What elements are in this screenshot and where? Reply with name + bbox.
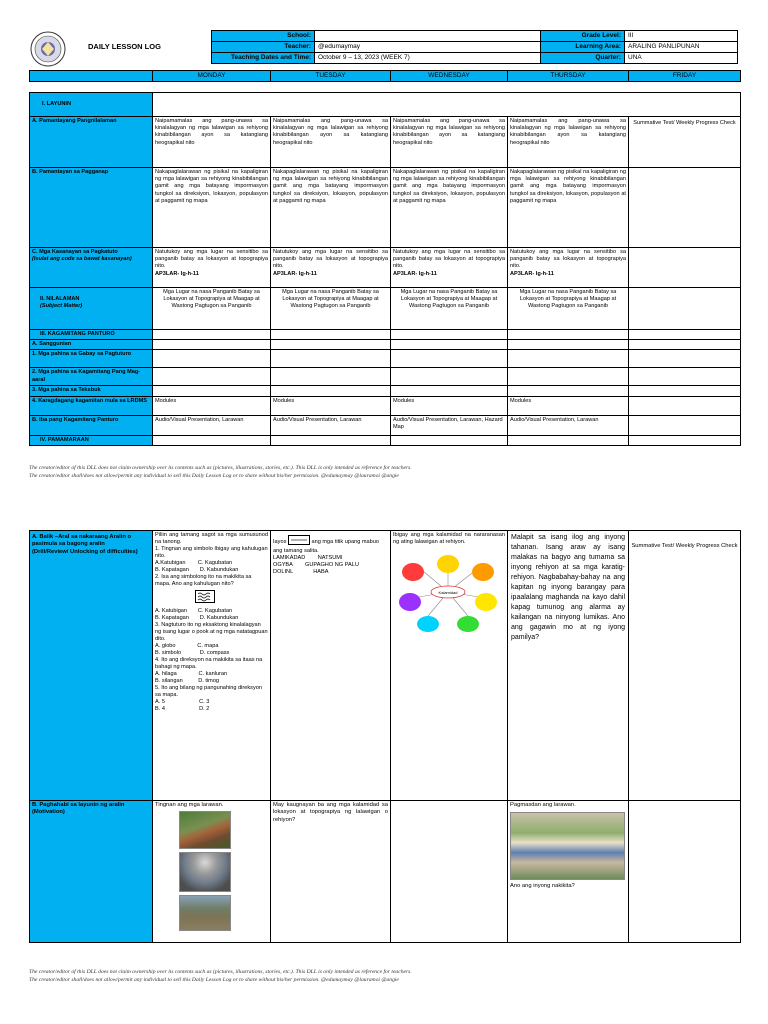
pamantayang-thu: Naipamamalas ang pang-unawa sa kinalalagyan ng mga lalawigan sa rehiyong kinabibilangan ayon sa katangiang heograpikal nito <box>508 117 629 168</box>
pamamaraan-thu <box>508 435 629 445</box>
pagganap-fri <box>629 168 741 248</box>
thu-b-text-2: Ano ang inyong nakikita? <box>510 883 575 890</box>
mon-b-text: Tingnan ang mga larawan. <box>155 802 224 808</box>
nilalaman-thu: Mga Lugar na nasa Panganib Batay sa Lokasyon at Topograpiya at Maagap at Wastong Pagtugon sa Panganib <box>508 288 629 330</box>
kagamitan-mag-fri <box>629 368 741 386</box>
mon-q4-options: A. hilaga C. kanluran B. silangan D. timog <box>155 671 228 684</box>
landslide-image <box>179 811 231 849</box>
balik-aral-label: A. Balik –Aral sa nakaraang Aralin o pasimula sa bagong aralin (Drill/Review/ Unlocking of difficulties) <box>30 531 153 801</box>
diagram-bubble-green <box>457 616 479 632</box>
balik-aral-mon <box>153 531 271 801</box>
school-label: School: <box>212 31 315 42</box>
tue-instruction <box>273 535 388 555</box>
tue-text-b: ang mga titik upang mabuo ang tamang salita. <box>273 538 379 554</box>
paghahabi-tue: May kaugnayan ba ang mga kalamidad sa lokasyon at topograpiya ng lalawigan o rehiyon? <box>271 801 391 943</box>
mon-q2: 2. Isa ang simbolong ito na makikita sa mapa. Ano ang kahulugan nito? <box>155 574 252 587</box>
pamamaraan-tue <box>271 435 391 445</box>
pagganap-wed: Nakapaglalarawan ng pisikal na kapaligiran ng mga lalawigan sa rehiyong kinabibilangan gamit ang mga batayang impormasyon tungkol sa direksiyon, lokasyon, populasyon at paggamit ng mapa <box>391 168 508 248</box>
dates-label: Teaching Dates and Time: <box>212 53 315 64</box>
diagram-bubble-orange <box>472 563 494 581</box>
day-thursday: THURSDAY <box>508 71 629 82</box>
day-tuesday: TUESDAY <box>271 71 391 82</box>
footer-line-1b: The creator/editor of this DLL does not claim ownership over its contents such as (pictures, illustrations, stories, etc.). This DLL is only intended as reference for teachers. <box>29 969 412 975</box>
day-friday: FRIDAY <box>629 71 741 82</box>
sanggunian-thu <box>508 340 629 350</box>
modules-fri <box>629 396 741 415</box>
teacher-value: @edumaymay <box>315 42 541 53</box>
nilalaman-label: II. NILALAMAN (Subject Matter) <box>30 288 153 330</box>
water-symbol-icon <box>195 590 268 606</box>
gabay-mon <box>153 350 271 368</box>
paghahabi-fri <box>629 801 741 943</box>
diagram-bubble-purple <box>399 593 421 611</box>
volcano-image <box>179 852 231 892</box>
mon-intro: Piliin ang tamang sagot sa mga sumusunod na tanong. <box>155 532 268 545</box>
teksbuk-tue <box>271 386 391 396</box>
teksbuk-mon <box>153 386 271 396</box>
iba-wed: Audio/Visual Presentation, Larawan, Hazard Map <box>391 415 508 435</box>
day-header <box>29 70 741 82</box>
teksbuk-label: 3. Mga pahina sa Teksbuk <box>30 386 153 396</box>
kagamitan-fri <box>629 330 741 340</box>
friday-summative-2: Summative Test/ Weekly Progress Check <box>629 531 741 801</box>
kasanayan-fri <box>629 248 741 288</box>
diagram-bubble-cyan <box>417 616 439 632</box>
thu-b-text-1: Pagmasdan ang larawan. <box>510 802 576 808</box>
kagamitan-label: III. KAGAMITANG PANTURO <box>30 330 153 340</box>
pamamaraan-mon <box>153 435 271 445</box>
mon-q3-options: A. globo C. mapa B. simbolo D. compass <box>155 643 230 656</box>
kasanayan-mon: Natutukoy ang mga lugar na sensitibo sa panganib batay sa lokasyon at topograpiya nito. AP3LAR- Ig-h-11 <box>153 248 271 288</box>
mon-q5-options: A. 5 C. 3 B. 4 D. 2 <box>155 699 210 712</box>
kagamitan-mag-mon <box>153 368 271 386</box>
teksbuk-fri <box>629 386 741 396</box>
deped-seal <box>30 31 66 67</box>
kagamitan-tue <box>271 330 391 340</box>
iba-thu: Audio/Visual Presentation, Larawan <box>508 415 629 435</box>
school-value <box>315 31 541 42</box>
kagamitan-thu <box>508 330 629 340</box>
pamantayang-label: A. Pamantayang Pangnilalaman <box>30 117 153 168</box>
nilalaman-tue: Mga Lugar na nasa Panganib Batay sa Lokasyon at Topograpiya at Maagap at Wastong Pagtugon sa Panganib <box>271 288 391 330</box>
lesson-grid <box>29 92 741 446</box>
flood-image <box>179 895 231 931</box>
paghahabi-wed <box>391 801 508 943</box>
grade-value: III <box>625 31 738 42</box>
tue-text-a: Iayos <box>273 538 287 545</box>
sanggunian-wed <box>391 340 508 350</box>
pamantayang-wed: Naipamamalas ang pang-unawa sa kinalalagyan ng mga lalawigan sa rehiyong kinabibilangan ayon sa katangiang heograpikal nito <box>391 117 508 168</box>
pagganap-thu: Nakapaglalarawan ng pisikal na kapaligiran ng mga lalawigan sa rehiyong kinabibilangan gamit ang mga batayang impormasyon tungkol sa direksiyon, lokasyon, populasyon at paggamit ng mapa <box>508 168 629 248</box>
iba-mon: Audio/Visual Presentation, Larawan <box>153 415 271 435</box>
tue-jumbled-words: LAMIKADAD NATSUMI OGYBA GUPAGHO NG PALU DOLINL HABA <box>273 555 359 575</box>
iba-fri <box>629 415 741 435</box>
mon-q5: 5. Ito ang bilang ng pangunahing direksyon sa mapa. <box>155 685 262 698</box>
scroll-symbol-icon <box>288 535 310 548</box>
grade-label: Grade Level: <box>541 31 625 42</box>
layunin-blank <box>153 93 741 117</box>
wed-text: Ibigay ang mga kalamidad na nararanasan ng ating lalawigan at rehiyon. <box>393 532 505 545</box>
day-wednesday: WEDNESDAY <box>391 71 508 82</box>
pamamaraan-label: IV. PAMAMARAAN <box>30 435 153 445</box>
mon-q1-options: A.Katubigan C. Kagubatan B. Kapatagan D. Kabundukan <box>155 560 239 573</box>
kasanayan-wed: Natutukoy ang mga lugar na sensitibo sa panganib batay sa lokasyon at topograpiya nito. AP3LAR- Ig-h-11 <box>391 248 508 288</box>
modules-thu: Modules <box>508 396 629 415</box>
paghahabi-label: B. Paghahabi sa layunin ng aralin (Motivation) <box>30 801 153 943</box>
diagram-bubble-yellow <box>437 555 459 573</box>
balik-aral-thu: Malapit sa isang ilog ang inyong tahanan. Isang araw ay isang malakas na bagyo ang tumama sa inyong rehiyon at sa mga karatig-rehiyon. Nagbabahay-bahay na ang kapitan ng inyong barangay para ipaalalang maghanda na kayo dahil kapag tumunog ang alarma ay kailangan na ninyong lumikas. Ano ang gagawin mo at ng iyong pamilya? <box>508 531 629 801</box>
kagamitan-mag-label: 2. Mga pahina sa Kagamitang Pang Mag-aaral <box>30 368 153 386</box>
pagganap-mon: Nakapaglalarawan ng pisikal na kapaligiran ng mga lalawigan sa rehiyong kinabibilangan gamit ang mga batayang impormasyon tungkol sa direksiyon, lokasyon, populasyon at paggamit ng mapa <box>153 168 271 248</box>
mon-q2-options: A. Katubigan C. Kagubatan B. Kapatagan D. Kabundukan <box>155 608 239 621</box>
footer-line-1: The creator/editor of this DLL does not claim ownership over its contents such as (pictures, illustrations, stories, etc.). This DLL is only intended as reference for teachers. <box>29 465 412 471</box>
page-title: DAILY LESSON LOG <box>88 42 161 51</box>
day-monday: MONDAY <box>153 71 271 82</box>
footer-disclaimer <box>29 465 749 480</box>
sanggunian-label: A. Sanggunian <box>30 340 153 350</box>
gabay-label: 1. Mga pahina sa Gabay sa Pagtuturo <box>30 350 153 368</box>
sanggunian-fri <box>629 340 741 350</box>
iba-label: B. Iba pang Kagamitang Panturo <box>30 415 153 435</box>
pamantayang-tue: Naipamamalas ang pang-unawa sa kinalalagyan ng mga lalawigan sa rehiyong kinabibilangan ayon sa katangiang heograpikal nito <box>271 117 391 168</box>
kagamitan-wed <box>391 330 508 340</box>
earthquake-drill-image <box>510 812 625 880</box>
paghahabi-thu <box>508 801 629 943</box>
kagamitan-mag-wed <box>391 368 508 386</box>
dates-value: October 9 – 13, 2023 (WEEK 7) <box>315 53 541 64</box>
karagdagang-label: 4. Karagdagang kagamitan mula sa LRDMS <box>30 396 153 415</box>
nilalaman-mon: Mga Lugar na nasa Panganib Batay sa Lokasyon at Topograpiya at Maagap at Wastong Pagtugon sa Panganib <box>153 288 271 330</box>
gabay-tue <box>271 350 391 368</box>
learning-area-label: Learning Area: <box>541 42 625 53</box>
pamamaraan-fri <box>629 435 741 445</box>
pamantayang-mon: Naipamamalas ang pang-unawa sa kinalalagyan ng mga lalawigan sa rehiyong kinabibilangan ayon sa katangiang heograpikal nito <box>153 117 271 168</box>
teacher-label: Teacher: <box>212 42 315 53</box>
mon-q1: 1. Tingnan ang simbolo Ibigay ang kahulugan nito. <box>155 546 268 559</box>
quarter-value: UNA <box>625 53 738 64</box>
gabay-thu <box>508 350 629 368</box>
kasanayan-thu: Natutukoy ang mga lugar na sensitibo sa panganib batay sa lokasyon at topograpiya nito. AP3LAR- Ig-h-11 <box>508 248 629 288</box>
pamamaraan-wed <box>391 435 508 445</box>
friday-summative: Summative Test/ Weekly Progress Check <box>629 117 741 168</box>
diagram-bubble-red <box>402 563 424 581</box>
mon-q4: 4. Ito ang direksyon na makikita sa itaas na bahagi ng mapa. <box>155 657 263 670</box>
gabay-wed <box>391 350 508 368</box>
nilalaman-fri <box>629 288 741 330</box>
pagganap-tue: Nakapaglalarawan ng pisikal na kapaligiran ng mga lalawigan sa rehiyong kinabibilangan gamit ang mga batayang impormasyon tungkol sa direksiyon, lokasyon, populasyon at paggamit ng mapa <box>271 168 391 248</box>
diagram-bubble-yellow-2 <box>475 593 497 611</box>
footer-disclaimer-2 <box>29 969 749 984</box>
mon-q3: 3. Nagtuturo ito ng eksaktong kinalalagyan ng isang lugar o pook at ng mga natatagpuan dito. <box>155 622 268 642</box>
kasanayan-label: C. Mga Kasanayan sa Pagkatuto (Isulat ang code sa bawat kasanayan) <box>30 248 153 288</box>
kagamitan-mon <box>153 330 271 340</box>
modules-tue: Modules <box>271 396 391 415</box>
learning-area-value: ARALING PANLIPUNAN <box>625 42 738 53</box>
layunin-label: I. LAYUNIN <box>30 93 153 117</box>
quarter-label: Quarter: <box>541 53 625 64</box>
kagamitan-mag-thu <box>508 368 629 386</box>
balik-aral-wed <box>391 531 508 801</box>
sanggunian-mon <box>153 340 271 350</box>
modules-wed: Modules <box>391 396 508 415</box>
modules-mon: Modules <box>153 396 271 415</box>
pagganap-label: B. Pamantayan sa Pagganap <box>30 168 153 248</box>
iba-tue: Audio/Visual Presentation, Larawan <box>271 415 391 435</box>
day-header-blank <box>30 71 153 82</box>
procedure-grid <box>29 530 741 943</box>
kalamidad-diagram <box>393 552 505 635</box>
header-table <box>211 30 738 64</box>
teksbuk-wed <box>391 386 508 396</box>
sanggunian-tue <box>271 340 391 350</box>
kasanayan-tue: Natutukoy ang mga lugar na sensitibo sa panganib batay sa lokasyon at topograpiya nito. AP3LAR- Ig-h-11 <box>271 248 391 288</box>
balik-aral-tue <box>271 531 391 801</box>
footer-line-2: The creator/editor shall/does not allow/permit any individual to sell this Daily Lesson Log or to share without his/her permission. @edumaymay @lauramoi @angie <box>29 472 399 479</box>
gabay-fri <box>629 350 741 368</box>
teksbuk-thu <box>508 386 629 396</box>
paghahabi-mon <box>153 801 271 943</box>
kagamitan-mag-tue <box>271 368 391 386</box>
footer-line-2b: The creator/editor shall/does not allow/permit any individual to sell this Daily Lesson Log or to share without his/her permission. @edumaymay @lauramoi @angie <box>29 976 399 983</box>
diagram-center-label: Kalamidad <box>438 590 458 595</box>
nilalaman-wed: Mga Lugar na nasa Panganib Batay sa Lokasyon at Topograpiya at Maagap at Wastong Pagtugon sa Panganib <box>391 288 508 330</box>
